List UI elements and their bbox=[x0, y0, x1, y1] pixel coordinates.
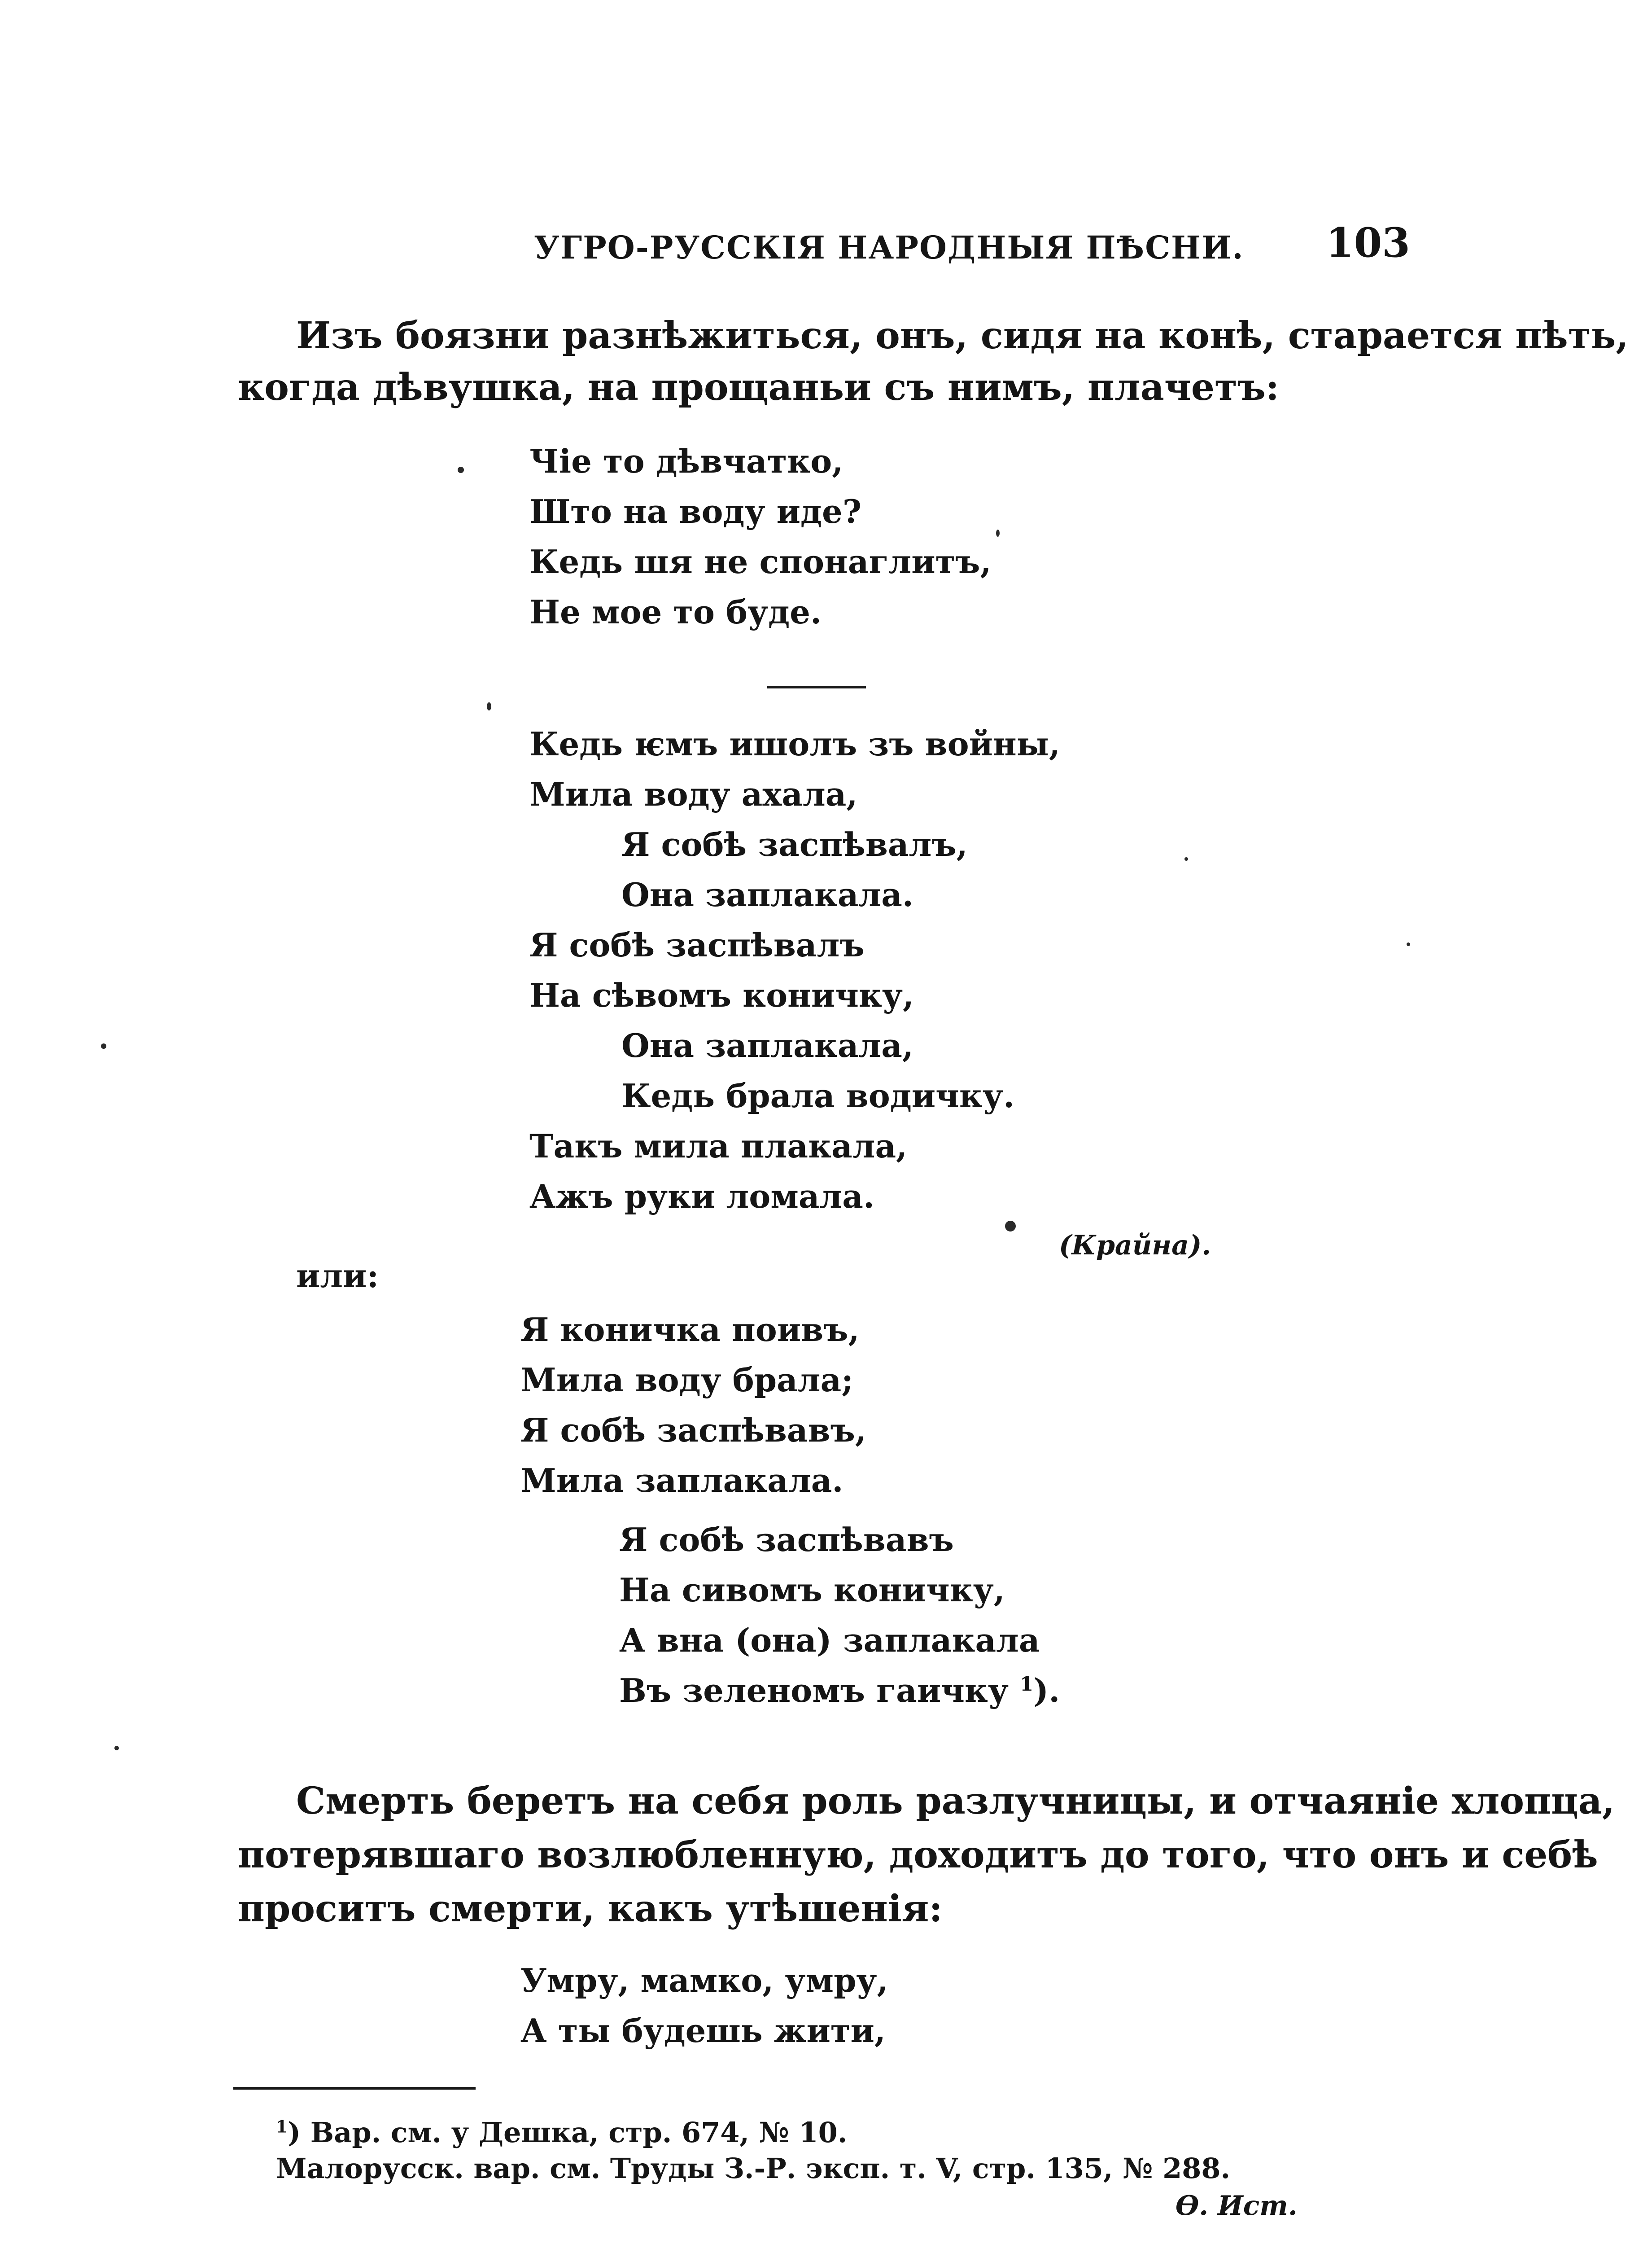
verse-line: Што на воду иде? bbox=[529, 492, 862, 530]
intro-paragraph-line-1: Изъ боязни разнѣжиться, онъ, сидя на конѣ, старается пѣть, bbox=[296, 314, 1629, 357]
verse-line: Мила воду брала; bbox=[520, 1361, 853, 1399]
footnote-signature: Ѳ. Ист. bbox=[1176, 2190, 1298, 2222]
footnote-1 bbox=[276, 2116, 847, 2149]
verse-line-text: Въ зеленомъ гаичку bbox=[619, 1671, 1009, 1709]
death-paragraph-line-3: проситъ смерти, какъ утѣшенія: bbox=[238, 1887, 943, 1930]
footnote-separator bbox=[233, 2087, 476, 2090]
verse-line-tail: ). bbox=[1033, 1671, 1060, 1709]
verse-line: Она заплакала, bbox=[621, 1026, 913, 1065]
page-number: 103 bbox=[1326, 219, 1410, 267]
verse-line: На сѣвомъ коничку, bbox=[529, 976, 914, 1014]
footnote-marker: 1 bbox=[276, 2117, 288, 2137]
footnote-1-text: ) Вар. см. у Дешка, стр. 674, № 10. bbox=[287, 2116, 848, 2149]
alternative-label: или: bbox=[296, 1257, 379, 1295]
verse-line: Я собѣ заспѣвалъ bbox=[529, 926, 865, 964]
verse-line: Она заплакала. bbox=[621, 876, 913, 914]
verse-line: Ажъ руки ломала. bbox=[529, 1177, 875, 1215]
verse-line: Не мое то буде. bbox=[529, 593, 822, 631]
verse-line: Я собѣ заспѣвавъ, bbox=[520, 1411, 866, 1449]
death-paragraph-line-2: потерявшаго возлюбленную, доходитъ до того, что онъ и себѣ bbox=[238, 1833, 1598, 1876]
footnote-2: Малорусск. вар. см. Труды З.-Р. эксп. т. V, стр. 135, № 288. bbox=[276, 2152, 1231, 2185]
intro-paragraph-line-2: когда дѣвушка, на прощаньи съ нимъ, плачетъ: bbox=[238, 366, 1280, 409]
verse-line: Кедь шя не спонаглитъ, bbox=[529, 543, 992, 581]
scan-speck bbox=[1005, 1221, 1016, 1232]
verse-line: Я собѣ заспѣвалъ, bbox=[621, 825, 968, 863]
scan-speck bbox=[1407, 942, 1410, 946]
death-paragraph-line-1: Смерть беретъ на себя роль разлучницы, и отчаяніе хлопца, bbox=[296, 1779, 1615, 1823]
verse-line: Умру, мамко, умру, bbox=[520, 1961, 888, 1999]
scan-speck bbox=[487, 702, 491, 710]
footnote-reference: 1 bbox=[1020, 1673, 1034, 1696]
verse-line: Чіе то дѣвчатко, bbox=[529, 442, 843, 480]
verse-line: На сивомъ коничку, bbox=[619, 1571, 1005, 1609]
verse-line: А вна (она) заплакала bbox=[619, 1621, 1040, 1659]
verse-line: Мила заплакала. bbox=[520, 1461, 843, 1499]
verse-line: А ты будешь жити, bbox=[520, 2012, 886, 2050]
scan-speck bbox=[114, 1746, 119, 1750]
verse-line: Мила воду ахала, bbox=[529, 775, 858, 813]
scan-speck bbox=[1184, 857, 1188, 861]
verse-line bbox=[619, 1671, 1060, 1709]
scan-speck bbox=[458, 467, 464, 473]
verse-line: Я собѣ заспѣвавъ bbox=[619, 1521, 954, 1559]
verse-line: Кедь брала водичку. bbox=[621, 1077, 1015, 1115]
verse-line: Такъ мила плакала, bbox=[529, 1127, 908, 1165]
scan-speck bbox=[996, 530, 1000, 537]
verse-line: Кедь ѥмъ ишолъ зъ войны, bbox=[529, 725, 1060, 763]
stanza-divider bbox=[767, 686, 866, 688]
running-title: УГРО-РУССКІЯ НАРОДНЫЯ ПѢСНИ. bbox=[534, 229, 1244, 266]
verse-line: Я коничка поивъ, bbox=[520, 1310, 860, 1349]
scan-speck bbox=[101, 1043, 106, 1049]
verse-attribution: (Крайна). bbox=[1059, 1230, 1211, 1261]
